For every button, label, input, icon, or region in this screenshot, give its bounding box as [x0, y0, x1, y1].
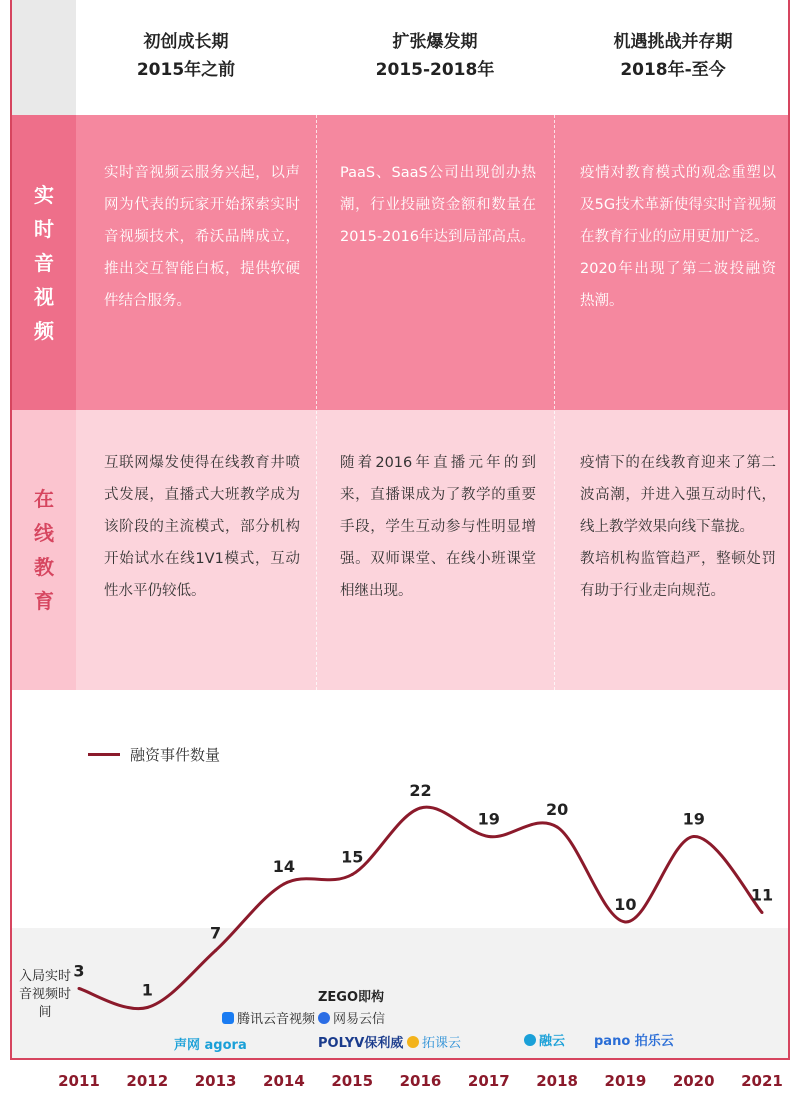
- data-point: [761, 911, 764, 914]
- cell-paragraph: 教培机构监管趋严，整顿处罚有助于行业走向规范。: [580, 551, 776, 599]
- data-point: [214, 949, 217, 952]
- logo-polyv: POLYV保利威: [318, 1036, 404, 1051]
- phase-period: 2015年之前: [136, 60, 236, 80]
- x-tick-label: 2016: [399, 1072, 442, 1090]
- data-label: 19: [682, 809, 705, 829]
- phase-header-2: [316, 28, 554, 84]
- logo-zego: ZEGO即构: [318, 990, 385, 1005]
- tuokeyun-icon: [407, 1036, 419, 1048]
- legend-swatch: [88, 753, 120, 756]
- data-label: 14: [272, 857, 296, 876]
- cell-paragraph: 疫情对教育模式的观念重塑以及5G技术革新使得实时音视频在教育行业的应用更加广泛。: [580, 165, 776, 245]
- cell-av-phase1: [104, 157, 300, 317]
- data-label: 15: [341, 847, 364, 867]
- row-label-char: 在: [34, 487, 54, 511]
- netease-yunxin-icon: [318, 1012, 330, 1024]
- logo-netease-yunxin: 网易云信: [318, 1008, 385, 1027]
- data-point: [78, 987, 81, 990]
- data-label: 19: [477, 809, 500, 829]
- data-label: 1: [141, 980, 153, 1000]
- logo-tencent-cloud: 腾讯云音视频: [222, 1008, 315, 1027]
- phase-period: 2018年-至今: [620, 60, 726, 80]
- cell-av-phase3: [580, 157, 776, 317]
- column-divider: [316, 115, 317, 690]
- data-label: 22: [409, 781, 432, 800]
- x-tick-label: 2021: [741, 1072, 783, 1090]
- phase-name: 初创成长期: [143, 32, 229, 52]
- data-point: [282, 883, 285, 886]
- data-label: 3: [73, 961, 85, 981]
- row-label-char: 线: [34, 521, 54, 545]
- x-tick-label: 2019: [604, 1072, 647, 1090]
- data-point: [146, 1006, 149, 1009]
- cell-paragraph: 互联网爆发使得在线教育井喷式发展，直播式大班教学成为该阶段的主流模式，部分机构开始试水在线1V1模式，互动性水平仍较低。: [104, 455, 300, 599]
- legend-label: 融资事件数量: [130, 746, 221, 764]
- logo-tuokeyun: 拓课云: [407, 1032, 461, 1051]
- rongyun-icon: [524, 1034, 536, 1046]
- logo-rongyun: 融云: [524, 1030, 565, 1049]
- cell-paragraph: 实时音视频云服务兴起，以声网为代表的玩家开始探索实时音视频技术，希沃品牌成立，推出交互智能白板，提供软硬件结合服务。: [104, 165, 300, 309]
- data-point: [692, 835, 695, 838]
- cell-paragraph: 随着2016年直播元年的到来，直播课成为了教学的重要手段，学生互动参与性明显增强。双师课堂、在线小班课堂相继出现。: [340, 455, 536, 599]
- phase-name: 机遇挑战并存期: [613, 32, 733, 52]
- phase-name: 扩张爆发期: [392, 32, 478, 52]
- row-label-realtime-av: [12, 115, 76, 410]
- tencent-cloud-icon: [222, 1012, 234, 1024]
- phase-period: 2015-2018年: [375, 60, 495, 80]
- cell-av-phase2: [340, 157, 536, 253]
- data-point: [487, 835, 490, 838]
- row-label-char: 频: [34, 318, 54, 343]
- logo-pano: pano 拍乐云: [594, 1034, 674, 1049]
- column-divider: [554, 115, 555, 690]
- data-point: [351, 873, 354, 876]
- phase-header-3: [554, 28, 792, 84]
- data-label: 11: [750, 885, 774, 905]
- x-tick-label: 2015: [331, 1072, 374, 1090]
- x-tick-label: 2014: [263, 1072, 305, 1090]
- x-tick-label: 2020: [672, 1072, 715, 1090]
- cell-paragraph: PaaS、SaaS公司出现创办热潮，行业投融资金额和数量在2015-2016年达到局部高点。: [340, 165, 536, 245]
- series-line-financing-events: [79, 807, 762, 1008]
- x-tick-label: 2017: [467, 1072, 510, 1090]
- x-tick-label: 2012: [126, 1072, 169, 1090]
- data-point: [556, 826, 559, 829]
- data-point: [624, 921, 627, 924]
- phase-header-1: [67, 28, 305, 84]
- cell-edu-phase3: [580, 447, 776, 607]
- row-label-char: 音: [34, 250, 54, 275]
- x-tick-label: 2018: [536, 1072, 578, 1090]
- data-point: [419, 807, 422, 810]
- cell-paragraph: 2020年出现了第二波投融资热潮。: [580, 261, 776, 309]
- row-label-char: 教: [34, 555, 54, 579]
- row-label-online-education: [12, 410, 76, 690]
- chart-legend: [88, 744, 220, 765]
- x-tick-label: 2011: [58, 1072, 100, 1090]
- row-label-char: 时: [34, 216, 54, 241]
- logo-agora: 声网 agora: [174, 1038, 247, 1053]
- cell-edu-phase2: [340, 447, 536, 607]
- data-label: 20: [545, 800, 569, 819]
- cell-paragraph: 疫情下的在线教育迎来了第二波高潮，并进入强互动时代，线上教学效果向线下靠拢。: [580, 455, 776, 535]
- row-label-char: 育: [34, 589, 54, 613]
- data-label: 10: [614, 895, 637, 914]
- row-label-char: 视: [34, 284, 54, 309]
- cell-edu-phase1: [104, 447, 300, 607]
- data-label: 7: [210, 923, 222, 943]
- entry-time-label: 入局实时音视频时间: [18, 969, 71, 1020]
- x-tick-label: 2013: [194, 1072, 237, 1090]
- row-label-char: 实: [34, 182, 54, 207]
